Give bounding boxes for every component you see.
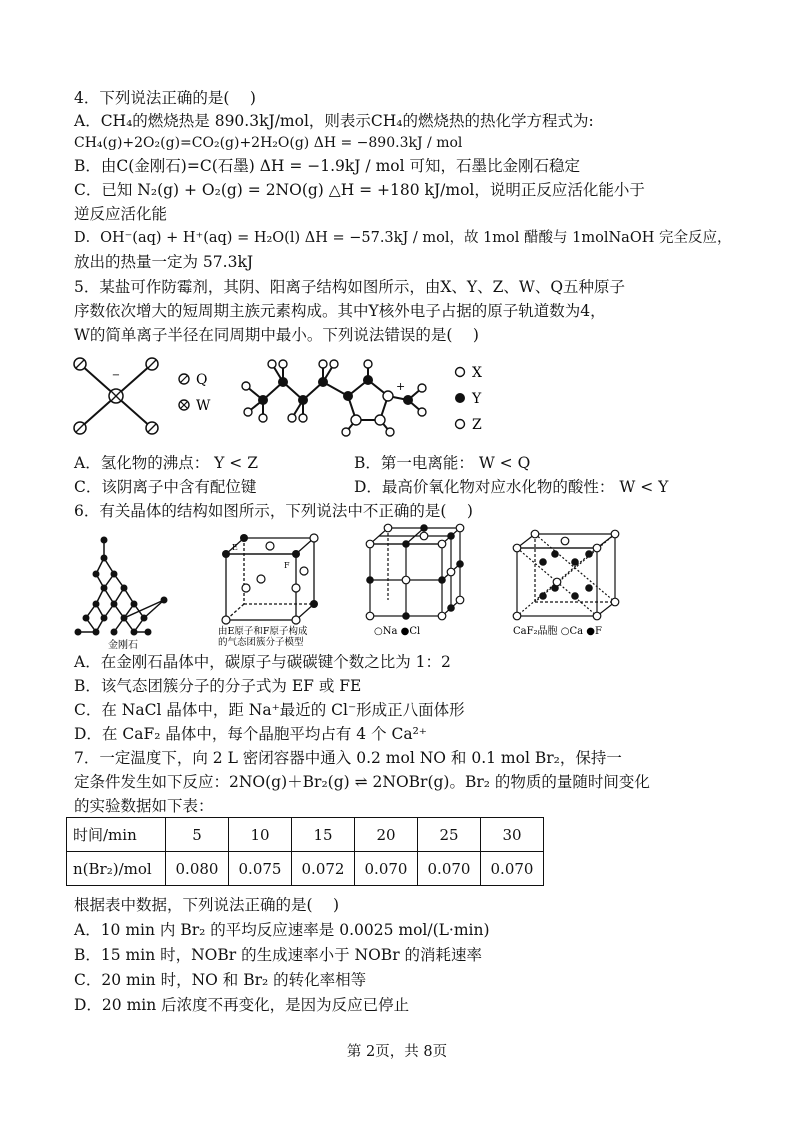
nacl-structure-figure xyxy=(360,520,472,640)
q5-stem-line2: 序数依次增大的短周期主族元素构成。其中Y核外电子占据的原子轨道数为4， xyxy=(74,302,606,320)
q7-stem-line3: 的实验数据如下表： xyxy=(74,797,214,815)
q4-option-c-cont: 逆反应活化能 xyxy=(74,205,168,223)
q5-option-d: D．最高价氧化物对应水化物的酸性： W < Y xyxy=(354,478,669,496)
legend-z-icon xyxy=(456,420,465,429)
q6-option-c: C．在 NaCl 晶体中，距 Na⁺最近的 Cl⁻形成正八面体形 xyxy=(74,701,465,719)
cluster-f-label: F xyxy=(284,561,290,570)
legend-q-label: Q xyxy=(196,372,208,388)
q5-option-b: B．第一电离能： W < Q xyxy=(354,454,531,472)
diamond-structure-figure xyxy=(68,528,186,650)
q7-option-d: D．20 min 后浓度不再变化，是因为反应已停止 xyxy=(74,996,410,1014)
table-cell: 15 xyxy=(292,818,355,852)
q5-stem-line3: W的简单离子半径在同周期中最小。下列说法错误的是( ) xyxy=(74,326,479,344)
table-cell: 0.070 xyxy=(418,852,481,886)
q7-stem-line1: 7．一定温度下，向 2 L 密闭容器中通入 0.2 mol NO 和 0.1 mol Br₂，保持一 xyxy=(74,749,622,767)
q6-option-b: B．该气态团簇分子的分子式为 EF 或 FE xyxy=(74,677,362,695)
legend-x-label: X xyxy=(472,365,482,381)
q7-option-a: A．10 min 内 Br₂ 的平均反应速率是 0.0025 mol/(L·min) xyxy=(74,921,490,939)
table-cell: 0.070 xyxy=(355,852,418,886)
table-header-cell: n(Br₂)/mol xyxy=(67,852,166,886)
table-cell: 5 xyxy=(166,818,229,852)
anion-structure-figure xyxy=(66,350,226,442)
table-cell: 0.072 xyxy=(292,852,355,886)
legend-z-label: Z xyxy=(472,417,482,433)
nacl-caption: ○Na ●Cl xyxy=(374,626,421,637)
table-cell: 10 xyxy=(229,818,292,852)
q5-stem-line1: 5．某盐可作防霉剂，其阴、阳离子结构如图所示，由X、Y、Z、W、Q五种原子 xyxy=(74,278,626,296)
cation-charge: + xyxy=(396,380,406,393)
cluster-molecule-figure xyxy=(210,528,334,646)
q4-option-a: A．CH₄的燃烧热是 890.3kJ/mol，则表示CH₄的燃烧热的热化学方程式为: xyxy=(74,112,594,130)
table-cell: 0.070 xyxy=(481,852,544,886)
q6-stem: 6．有关晶体的结构如图所示，下列说法中不正确的是( ) xyxy=(74,502,473,520)
q5-option-a: A．氢化物的沸点： Y < Z xyxy=(74,454,258,472)
q7-question: 根据表中数据，下列说法正确的是( ) xyxy=(74,896,340,914)
q4-option-a-equation: CH₄(g)+2O₂(g)=CO₂(g)+2H₂O(g) ΔH = −890.3kJ / mol xyxy=(74,135,463,151)
cluster-caption-line1: 由E原子和F原子构成 xyxy=(218,626,308,637)
legend-y-label: Y xyxy=(472,391,482,407)
table-cell: 0.075 xyxy=(229,852,292,886)
q5-option-c: C．该阴离子中含有配位键 xyxy=(74,478,257,496)
br2-data-table xyxy=(66,817,544,886)
cluster-e-label: E xyxy=(232,543,238,552)
table-cell: 20 xyxy=(355,818,418,852)
q4-option-d: D．OH⁻(aq) + H⁺(aq) = H₂O(l) ΔH = −57.3kJ / mol，故 1mol 醋酸与 1molNaOH 完全反应， xyxy=(74,230,732,246)
q7-option-c: C．20 min 时，NO 和 Br₂ 的转化率相等 xyxy=(74,971,367,989)
table-cell: 0.080 xyxy=(166,852,229,886)
q6-option-d: D．在 CaF₂ 晶体中，每个晶胞平均占有 4 个 Ca²⁺ xyxy=(74,725,427,743)
caf2-structure-figure xyxy=(503,528,627,640)
table-row xyxy=(67,818,544,852)
q4-stem: 4．下列说法正确的是( ) xyxy=(74,89,256,107)
cation-structure-figure xyxy=(228,352,498,442)
q4-option-c: C．已知 N₂(g) + O₂(g) = 2NO(g) △H = +180 kJ/mol，说明正反应活化能小于 xyxy=(74,181,645,199)
table-cell: 30 xyxy=(481,818,544,852)
table-cell: 25 xyxy=(418,818,481,852)
q4-option-b: B．由C(金刚石)=C(石墨) ΔH = −1.9kJ / mol 可知，石墨比金刚石稳定 xyxy=(74,157,580,175)
q6-option-a: A．在金刚石晶体中，碳原子与碳碳键个数之比为 1：2 xyxy=(74,653,451,671)
page-footer: 第 2页，共 8页 xyxy=(346,1044,448,1060)
anion-charge: − xyxy=(111,370,121,381)
legend-w-label: W xyxy=(196,398,211,414)
q7-stem-line2: 定条件发生如下反应：2NO(g)＋Br₂(g) ⇌ 2NOBr(g)。Br₂ 的物质的量随时间变化 xyxy=(74,773,650,791)
table-header-cell: 时间/min xyxy=(67,818,166,852)
caf2-caption: CaF₂晶胞 ○Ca ●F xyxy=(513,626,602,637)
diamond-caption: 金刚石 xyxy=(108,640,138,650)
cluster-caption-line2: 的气态团簇分子模型 xyxy=(218,637,304,646)
legend-x-icon xyxy=(456,368,465,377)
q7-option-b: B．15 min 时，NOBr 的生成速率小于 NOBr 的消耗速率 xyxy=(74,946,483,964)
legend-y-icon xyxy=(455,393,465,403)
table-row xyxy=(67,852,544,886)
q4-option-d-cont: 放出的热量一定为 57.3kJ xyxy=(74,253,254,271)
